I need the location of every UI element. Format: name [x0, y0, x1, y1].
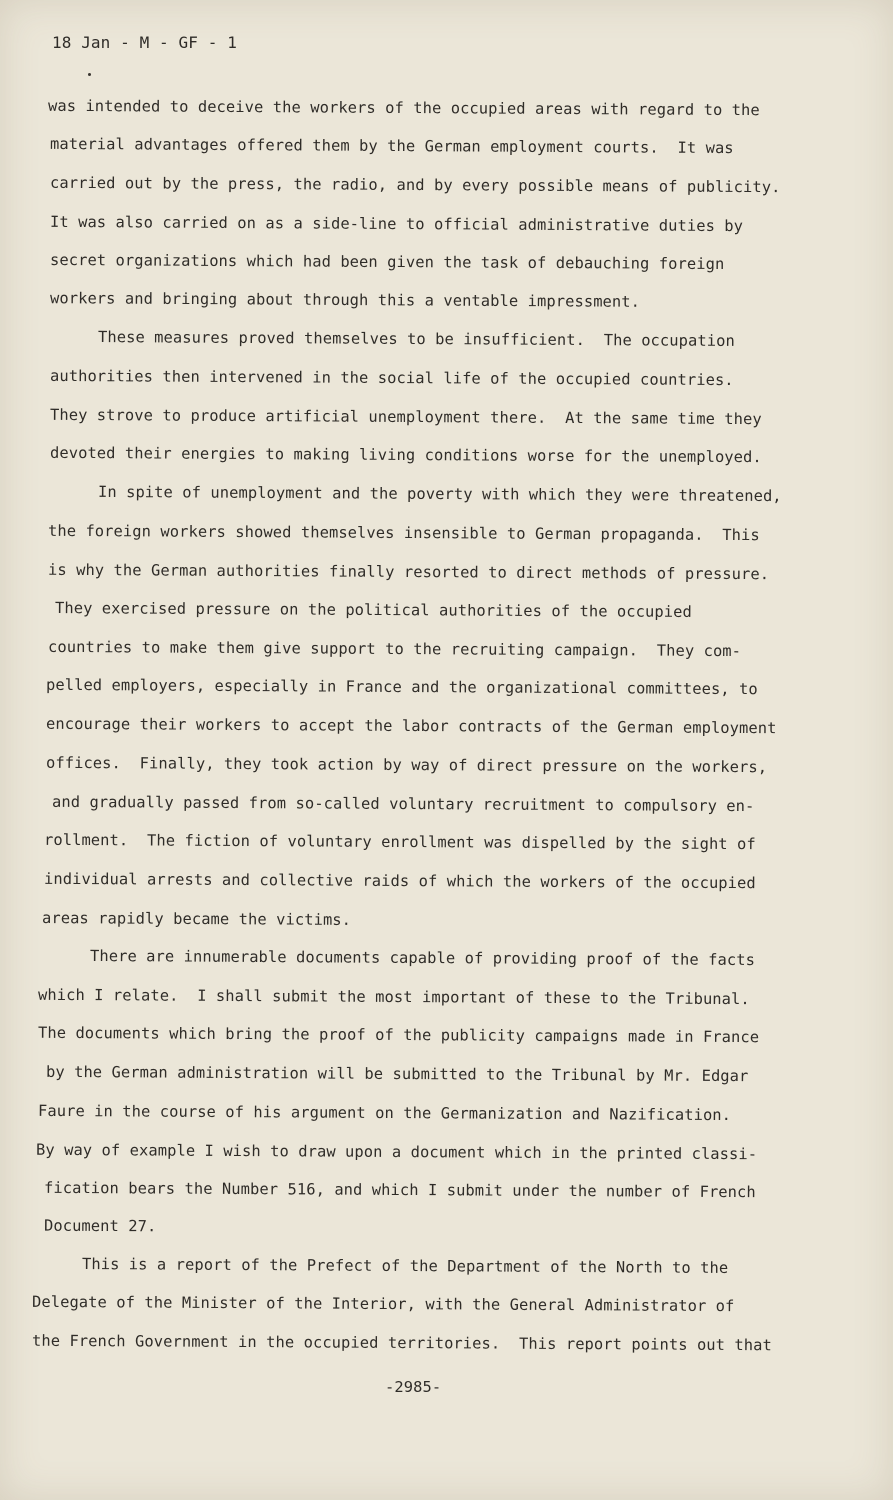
text-line: They strove to produce artificial unemployment there. At the same time they [49, 405, 762, 429]
text-line: offices. Finally, they took action by way of direct pressure on the workers, [45, 753, 768, 777]
text-line: These measures proved themselves to be insufficient. The occupation [97, 328, 735, 350]
text-line: This is a report of the Prefect of the Department of the North to the [81, 1255, 729, 1277]
text-line: They exercised pressure on the political authorities of the occupied [54, 599, 692, 621]
text-line: was intended to deceive the workers of the occupied areas with regard to the [47, 96, 760, 120]
text-line: countries to make them give support to the recruiting campaign. They com- [47, 637, 742, 661]
text-line: the foreign workers showed themselves insensible to German propaganda. This [47, 521, 760, 545]
text-line: carried out by the press, the radio, and by every possible means of publicity. [49, 173, 781, 197]
text-line: by the German administration will be submitted to the Tribunal by Mr. Edgar [45, 1062, 749, 1086]
text-line: devoted their energies to making living conditions worse for the unemployed. [49, 443, 762, 467]
text-line: authorities then intervened in the social life of the occupied countries. [49, 366, 734, 390]
text-line: individual arrests and collective raids of which the workers of the occupied [43, 869, 756, 893]
text-line: encourage their workers to accept the labor contracts of the German employment [45, 714, 777, 738]
text-line: secret organizations which had been given the task of debauching foreign [49, 250, 725, 274]
text-line: It was also carried on as a side-line to official administrative duties by [49, 212, 744, 236]
text-line: rollment. The fiction of voluntary enrollment was dispelled by the sight of [43, 830, 756, 854]
text-line: the French Government in the occupied territories. This report points out that [31, 1331, 772, 1355]
text-line: material advantages offered them by the German employment courts. It was [49, 134, 734, 158]
text-line: Faure in the course of his argument on the Germanization and Nazification. [37, 1101, 732, 1125]
text-line: fication bears the Number 516, and which I submit under the number of French [43, 1178, 756, 1202]
text-line: and gradually passed from so-called voluntary recruitment to compulsory en- [51, 792, 755, 816]
text-line: In spite of unemployment and the poverty with which they were threatened, [97, 482, 782, 506]
text-line: Delegate of the Minister of the Interior, with the General Administrator of [31, 1292, 735, 1316]
text-line: There are innumerable documents capable of providing proof of the facts [89, 946, 756, 970]
text-line: is why the German authorities finally resorted to direct methods of pressure. [47, 560, 770, 584]
text-line: workers and bringing about through this a ventable impressment. [49, 289, 641, 311]
ink-speck [88, 73, 91, 76]
text-line: The documents which bring the proof of the publicity campaigns made in France [37, 1023, 760, 1047]
document-reference: 18 Jan - M - GF - 1 [52, 33, 237, 52]
page-number: -2985- [385, 1378, 442, 1396]
text-line: Document 27. [43, 1216, 157, 1236]
text-line: By way of example I wish to draw upon a document which in the printed classi- [35, 1140, 758, 1164]
text-line: which I relate. I shall submit the most important of these to the Tribunal. [37, 985, 750, 1009]
text-line: pelled employers, especially in France and the organizational committees, to [45, 675, 758, 699]
text-line: areas rapidly became the victims. [41, 909, 352, 929]
